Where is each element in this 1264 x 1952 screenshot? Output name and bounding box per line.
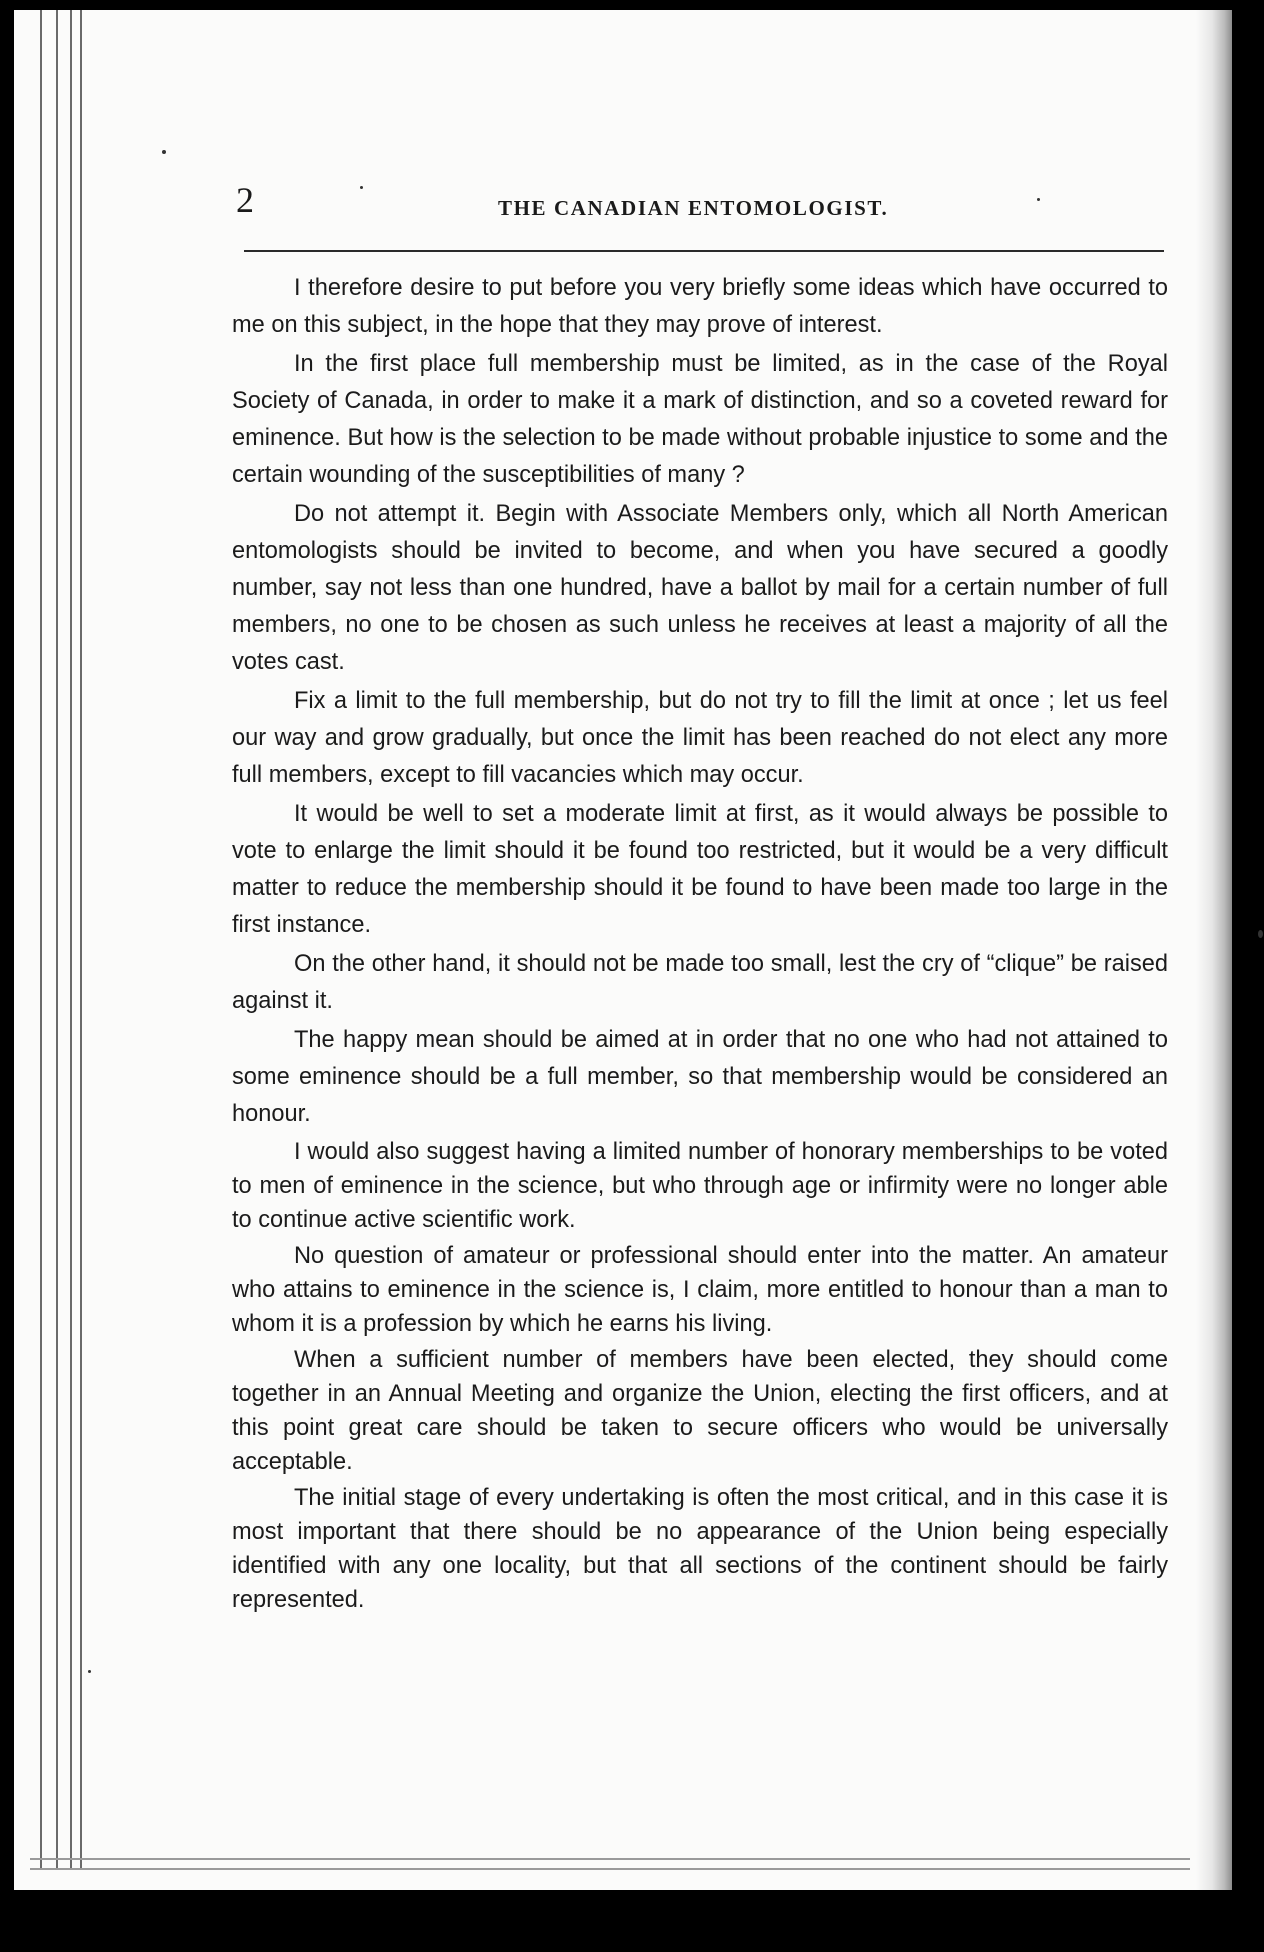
page-edge-line [40, 10, 42, 1870]
speck [1258, 930, 1263, 938]
paragraph: No question of amateur or professional should enter into the matter. An amateur who attains to eminence in the science is, I claim, more entitled to honour than a man to whom it is a profession by which he earns his living. [232, 1243, 1168, 1337]
paragraph: I therefore desire to put before you very briefly some ideas which have occurred to me on this subject, in the hope that they may prove of interest. [232, 275, 1168, 338]
paragraph: The initial stage of every undertaking is often the most critical, and in this case it is most important that there should be no appearance of the Union being especially identified with any one locality, but that all sections of the continent should be fairly represented. [232, 1485, 1168, 1613]
page-edge-line [30, 1868, 1190, 1870]
header-rule [244, 250, 1164, 252]
page-number: 2 [236, 180, 254, 220]
page-binding-shadow [1196, 10, 1232, 1890]
speck [162, 150, 166, 154]
paragraph: When a sufficient number of members have been elected, they should come together in an Annual Meeting and organize the Union, electing the first officers, and at this point great care should be taken to secure officers who would be universally acceptable. [232, 1347, 1168, 1475]
page-edge-line [56, 10, 58, 1870]
paragraph: Do not attempt it. Begin with Associate Members only, which all North American entomologists should be invited to become, and when you have secured a goodly number, say not less than one hundred, have a ballot by mail for a certain number of full members, no one to be chosen as such unless he receives at least a majority of all the votes cast. [232, 501, 1168, 675]
page-edge-line [30, 1858, 1190, 1860]
paragraph: I would also suggest having a limited number of honorary memberships to be voted to men of eminence in the science, but who through age or infirmity were no longer able to continue active scientific work. [232, 1139, 1168, 1233]
speck [88, 1670, 91, 1673]
paragraph: It would be well to set a moderate limit at first, as it would always be possible to vote to enlarge the limit should it be found too restricted, but it would be a very difficult matter to reduce the membership should it be found to have been made too large in the first instance. [232, 801, 1168, 938]
page-header [236, 182, 1166, 228]
paragraph: In the first place full membership must be limited, as in the case of the Royal Society of Canada, in order to make it a mark of distinction, and so a coveted reward for eminence. But how is the selection to be made without probable injustice to some and the certain wounding of the susceptibilities of many ? [232, 351, 1168, 488]
paragraph: Fix a limit to the full membership, but do not try to fill the limit at once ; let us feel our way and grow gradually, but once the limit has been reached do not elect any more full members, except to fill vacancies which may occur. [232, 688, 1168, 788]
page-edge-line [70, 10, 72, 1870]
page-edge-line [80, 10, 82, 1870]
article-body [232, 270, 1168, 1619]
paragraph: The happy mean should be aimed at in order that no one who had not attained to some eminence should be a full member, so that membership would be considered an honour. [232, 1027, 1168, 1127]
paragraph: On the other hand, it should not be made too small, lest the cry of “clique” be raised against it. [232, 951, 1168, 1014]
running-head: THE CANADIAN ENTOMOLOGIST. [498, 196, 889, 220]
